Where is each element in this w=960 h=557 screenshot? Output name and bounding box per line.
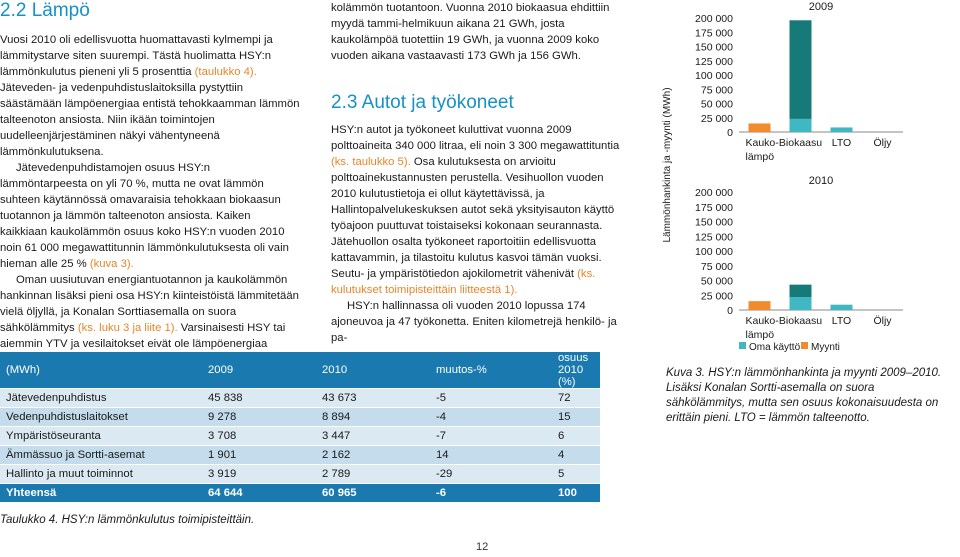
table-cell: 2 789 bbox=[316, 465, 430, 484]
y-tick-label: 175 000 bbox=[695, 27, 733, 40]
panel-title: 2009 bbox=[808, 1, 834, 13]
table-cell: 1 901 bbox=[202, 446, 316, 465]
table-cell: 14 bbox=[430, 446, 552, 465]
table-header-row bbox=[0, 352, 600, 389]
table-cell: -7 bbox=[430, 427, 552, 446]
table-cell: 5 bbox=[552, 465, 600, 484]
x-category-label: lämpö bbox=[745, 151, 775, 163]
table-header-cell: (MWh) bbox=[0, 352, 202, 389]
table-cell: -4 bbox=[430, 408, 552, 427]
y-tick-label: 25 000 bbox=[700, 112, 733, 125]
y-tick-label: 125 000 bbox=[695, 55, 733, 68]
middle-column bbox=[331, 0, 631, 346]
panel-title: 2010 bbox=[808, 175, 834, 187]
table-cell: 3 708 bbox=[202, 427, 316, 446]
table-cell: Ämmässuo ja Sortti-asemat bbox=[0, 446, 202, 465]
bar-myynti bbox=[790, 20, 812, 119]
y-tick-label: 175 000 bbox=[695, 201, 733, 214]
y-tick-label: 25 000 bbox=[700, 290, 733, 303]
legend-swatch-oma bbox=[739, 342, 746, 349]
table-cell: -29 bbox=[430, 465, 552, 484]
y-tick-label: 150 000 bbox=[695, 41, 733, 54]
x-category-label: lämpö bbox=[745, 329, 775, 341]
legend-label: Myynti bbox=[811, 342, 840, 353]
table-cell: 4 bbox=[552, 446, 600, 465]
x-category-label: Kauko- bbox=[745, 315, 779, 327]
y-tick-label: 50 000 bbox=[700, 98, 733, 111]
link-liite-1[interactable]: (ks. kulutukset toimipisteittäin liitteestä 1). bbox=[331, 268, 596, 296]
x-category-label: Öljy bbox=[873, 137, 892, 149]
section-heading-autot: 2.3 Autot ja työkoneet bbox=[331, 92, 514, 113]
x-category-label: Kauko- bbox=[745, 137, 779, 149]
table-cell: 9 278 bbox=[202, 408, 316, 427]
paragraph-1: Vuosi 2010 oli edellisvuotta huomattavasti kylmempi ja lämmitystarve siten suurempi. Tästä huolimatta HSY:n lämmönkulutus pieneni yli 5 prosenttia (taulukko 4). Jäteveden- ja vedenpuhdistuslaitoksilla pystyttiin säästämään lämpöenergiaa entistä tehokkaamman lämmön talteenoton ansiosta. Niin ikään toimintojen uudelleenjärjestäminen näkyi vähentyneenä lämmönkulutuksena. bbox=[0, 34, 300, 158]
link-luku-3[interactable]: (ks. luku 3 ja liite 1). bbox=[77, 322, 178, 334]
bar-myynti bbox=[749, 123, 771, 132]
y-axis-label: Lämmönhankinta ja -myynti (MWh) bbox=[662, 87, 673, 243]
y-tick-label: 150 000 bbox=[695, 216, 733, 229]
table-cell: Jätevedenpuhdistus bbox=[0, 389, 202, 408]
bar-oma-kaytto bbox=[790, 297, 812, 310]
figure-caption: Kuva 3. HSY:n lämmönhankinta ja myynti 2009–2010. Lisäksi Konalan Sortti-asemalla on suora sähkölämmitys, mutta sen osuus kokonaisuudesta on erittäin pieni. LTO = lämmön talteenotto. bbox=[666, 367, 942, 424]
bar-myynti bbox=[749, 301, 771, 310]
table-cell: 72 bbox=[552, 389, 600, 408]
table-row bbox=[0, 408, 600, 427]
table-cell: Ympäristöseuranta bbox=[0, 427, 202, 446]
heat-chart-svg bbox=[655, 0, 960, 362]
x-category-label: LTO bbox=[831, 137, 852, 149]
table-cell: 3 919 bbox=[202, 465, 316, 484]
table-cell: 8 894 bbox=[316, 408, 430, 427]
heat-chart bbox=[655, 0, 960, 362]
table-cell: 43 673 bbox=[316, 389, 430, 408]
y-tick-label: 0 bbox=[727, 305, 733, 317]
table-header-cell: 2009 bbox=[202, 352, 316, 389]
bar-oma-kaytto bbox=[790, 119, 812, 132]
legend-label: Oma käyttö bbox=[749, 342, 801, 353]
table-cell: Hallinto ja muut toiminnot bbox=[0, 465, 202, 484]
link-taulukko-5[interactable]: (ks. taulukko 5). bbox=[331, 156, 411, 168]
table-cell: 45 838 bbox=[202, 389, 316, 408]
table-row bbox=[0, 465, 600, 484]
y-tick-label: 200 000 bbox=[695, 187, 733, 199]
table-cell: 2 162 bbox=[316, 446, 430, 465]
bar-oma-kaytto bbox=[831, 305, 853, 310]
x-category-label: LTO bbox=[831, 315, 852, 327]
page-number: 12 bbox=[476, 541, 489, 553]
section-heading-lampo: 2.2 Lämpö bbox=[0, 0, 90, 21]
table-cell: 100 bbox=[552, 484, 600, 503]
table-cell: Yhteensä bbox=[0, 484, 202, 503]
paragraph-2: Jätevedenpuhdistamojen osuus HSY:n lämmöntarpeesta on yli 70 %, mutta ne ovat lämmön suhteen käytännössä omavaraisia tehokkaan biokaasun tuotannon ja lämmön talteenoton ansiosta. Kaiken kaikkiaan kaukolämmön osuus koko HSY:n vuoden 2010 noin 61 000 megawattitunnin lämmönkulutuksesta oli vain hieman alle 25 % (kuva 3). bbox=[0, 162, 289, 270]
middle-paragraph-2: HSY:n hallinnassa oli vuoden 2010 lopussa 174 ajoneuvoa ja 47 työkonetta. Eniten kilometrejä henkilö- ja pa- bbox=[331, 300, 617, 344]
table-cell: 64 644 bbox=[202, 484, 316, 503]
y-tick-label: 50 000 bbox=[700, 275, 733, 288]
table-row bbox=[0, 427, 600, 446]
y-tick-label: 125 000 bbox=[695, 231, 733, 244]
table-row bbox=[0, 446, 600, 465]
table-cell: 3 447 bbox=[316, 427, 430, 446]
y-tick-label: 0 bbox=[727, 127, 733, 139]
left-body bbox=[0, 32, 300, 368]
table-header-cell: 2010 bbox=[316, 352, 430, 389]
bar-oma-kaytto bbox=[831, 127, 853, 132]
y-tick-label: 75 000 bbox=[700, 260, 733, 273]
heat-consumption-table bbox=[0, 352, 600, 503]
table-cell: -5 bbox=[430, 389, 552, 408]
table-cell: 60 965 bbox=[316, 484, 430, 503]
y-tick-label: 100 000 bbox=[695, 70, 733, 82]
table-total-row bbox=[0, 484, 600, 503]
table-header-cell: muutos-% bbox=[430, 352, 552, 389]
y-tick-label: 200 000 bbox=[695, 13, 733, 25]
link-kuva-3[interactable]: (kuva 3). bbox=[89, 258, 134, 270]
table-header-cell: osuus 2010 (%) bbox=[552, 352, 600, 389]
x-category-label: Biokaasu bbox=[778, 315, 823, 327]
table-cell: -6 bbox=[430, 484, 552, 503]
middle-paragraph-0: kolämmön tuotantoon. Vuonna 2010 biokaasua ehdittiin myydä tammi-helmikuun aikana 21 GWh, josta kaukolämpöä tuotettiin 19 GWh, ja vuonna 2009 koko vuoden aikana vastaavasti 173 GWh ja 156 GWh. bbox=[331, 2, 610, 62]
table-cell: Vedenpuhdistuslaitokset bbox=[0, 408, 202, 427]
paragraph-3: Oman uusiutuvan energiantuotannon ja kaukolämmön hankinnan lisäksi pieni osa HSY:n kiinteistöistä lämmitetään vielä öljyllä, ja Konalan Sorttiasemalla on suora sähkölämmitys (ks. luku 3 ja liite 1). Varsinaisesti HSY tai aiemmin YTV ja vesilaitokset eivät ole lämpöenergiaa bbox=[0, 274, 299, 350]
middle-body bbox=[331, 122, 631, 346]
table-cell: 15 bbox=[552, 408, 600, 427]
legend-swatch-myynti bbox=[801, 342, 808, 349]
bar-myynti bbox=[790, 285, 812, 297]
left-column bbox=[0, 0, 300, 368]
middle-paragraph-1: HSY:n autot ja työkoneet kuluttivat vuonna 2009 polttoaineita 340 000 litraa, eli noin 3 300 megawattituntia (ks. taulukko 5). Osa kulutuksesta on arvioitu polttoainekustannusten perustella. Vesihuollon vuoden 2010 kulutustietoja ei ollut käytettävissä, ja Hallintopalvelukeskuksen autot sekä yksityisauton käyttö työajoon puuttuvat toistaiseksi kokonaan seurannasta. Jätehuollon osalta työkoneet raportoitiin edellisvuotta kattavammin, ja tilastoitu kulutus kasvoi tämän vuoksi. Seutu- ja ympäristötiedon ajokilometrit vähenivät (ks. kulutukset toimipisteittäin liitteestä 1). bbox=[331, 124, 620, 296]
x-category-label: Öljy bbox=[873, 315, 892, 327]
table-row bbox=[0, 389, 600, 408]
link-taulukko-4[interactable]: (taulukko 4). bbox=[194, 66, 257, 78]
y-tick-label: 100 000 bbox=[695, 246, 733, 258]
y-tick-label: 75 000 bbox=[700, 84, 733, 97]
table-cell: 6 bbox=[552, 427, 600, 446]
x-category-label: Biokaasu bbox=[778, 137, 823, 149]
table-caption: Taulukko 4. HSY:n lämmönkulutus toimipisteittäin. bbox=[0, 514, 255, 526]
